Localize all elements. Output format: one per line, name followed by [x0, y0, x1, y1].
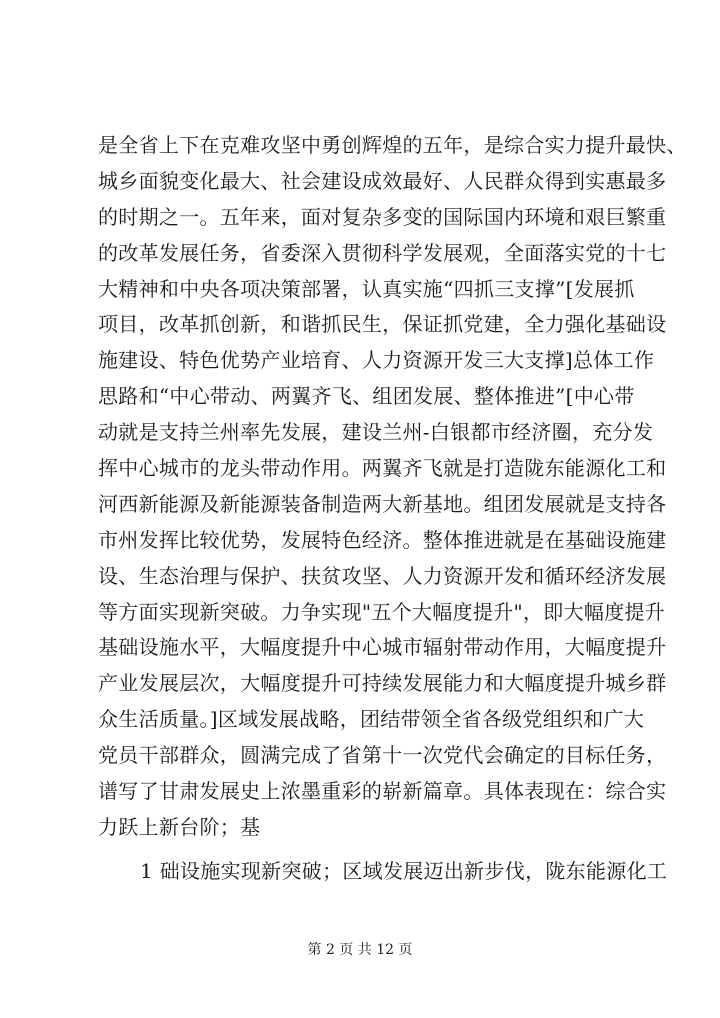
text-line: 项目，改革抓创新，和谐抓民生，保证抓党建，全力强化基础设 — [98, 312, 667, 337]
text-line: 力跃上新台阶；基 — [98, 814, 261, 839]
text-line: 是全省上下在克难攻坚中勇创辉煌的五年，是综合实力提升最快、 — [98, 133, 687, 157]
continuation-paragraph: 1 础设施实现新突破；区域发展迈出新步伐，陇东能源化工 — [140, 859, 668, 883]
text-line: 的改革发展任务，省委深入贯彻科学发展观，全面落实党的十七 — [98, 240, 667, 265]
body-paragraph — [98, 128, 687, 846]
text-line: 河西新能源及新能源装备制造两大新基地。组团发展就是支持各 — [98, 491, 667, 516]
text-line: 等方面实现新突破。力争实现"五个大幅度提升"，即大幅度提升 — [98, 599, 666, 624]
text-line: 产业发展层次，大幅度提升可持续发展能力和大幅度提升城乡群 — [98, 671, 667, 696]
text-line: 城乡面貌变化最大、社会建设成效最好、人民群众得到实惠最多 — [98, 168, 667, 193]
text-line: 众生活质量。]区域发展战略，团结带领全省各级党组织和广大 — [98, 707, 645, 732]
text-line: 谱写了甘肃发展史上浓墨重彩的崭新篇章。具体表现在：综合实 — [98, 779, 667, 804]
page-number-footer: 第 2 页 共 12 页 — [307, 942, 413, 958]
text-line: 设、生态治理与保护、扶贫攻坚、人力资源开发和循环经济发展 — [98, 563, 667, 588]
text-line: 的时期之一。五年来，面对复杂多变的国际国内环境和艰巨繁重 — [98, 204, 667, 229]
text-line: 思路和“中心带动、两翼齐飞、组团发展、整体推进”[中心带 — [98, 384, 635, 409]
text-line: 大精神和中央各项决策部署，认真实施“四抓三支撑”[发展抓 — [98, 276, 635, 301]
text-line: 基础设施水平，大幅度提升中心城市辐射带动作用，大幅度提升 — [98, 635, 667, 660]
text-line: 动就是支持兰州率先发展，建设兰州-白银都市经济圈，充分发 — [98, 420, 654, 445]
text-line: 市州发挥比较优势，发展特色经济。整体推进就是在基础设施建 — [98, 527, 667, 552]
text-line: 挥中心城市的龙头带动作用。两翼齐飞就是打造陇东能源化工和 — [98, 456, 667, 481]
text-line: 施建设、特色优势产业培育、人力资源开发三大支撑]总体工作 — [98, 348, 655, 373]
text-line: 党员干部群众，圆满完成了省第十一次党代会确定的目标任务， — [98, 743, 667, 768]
